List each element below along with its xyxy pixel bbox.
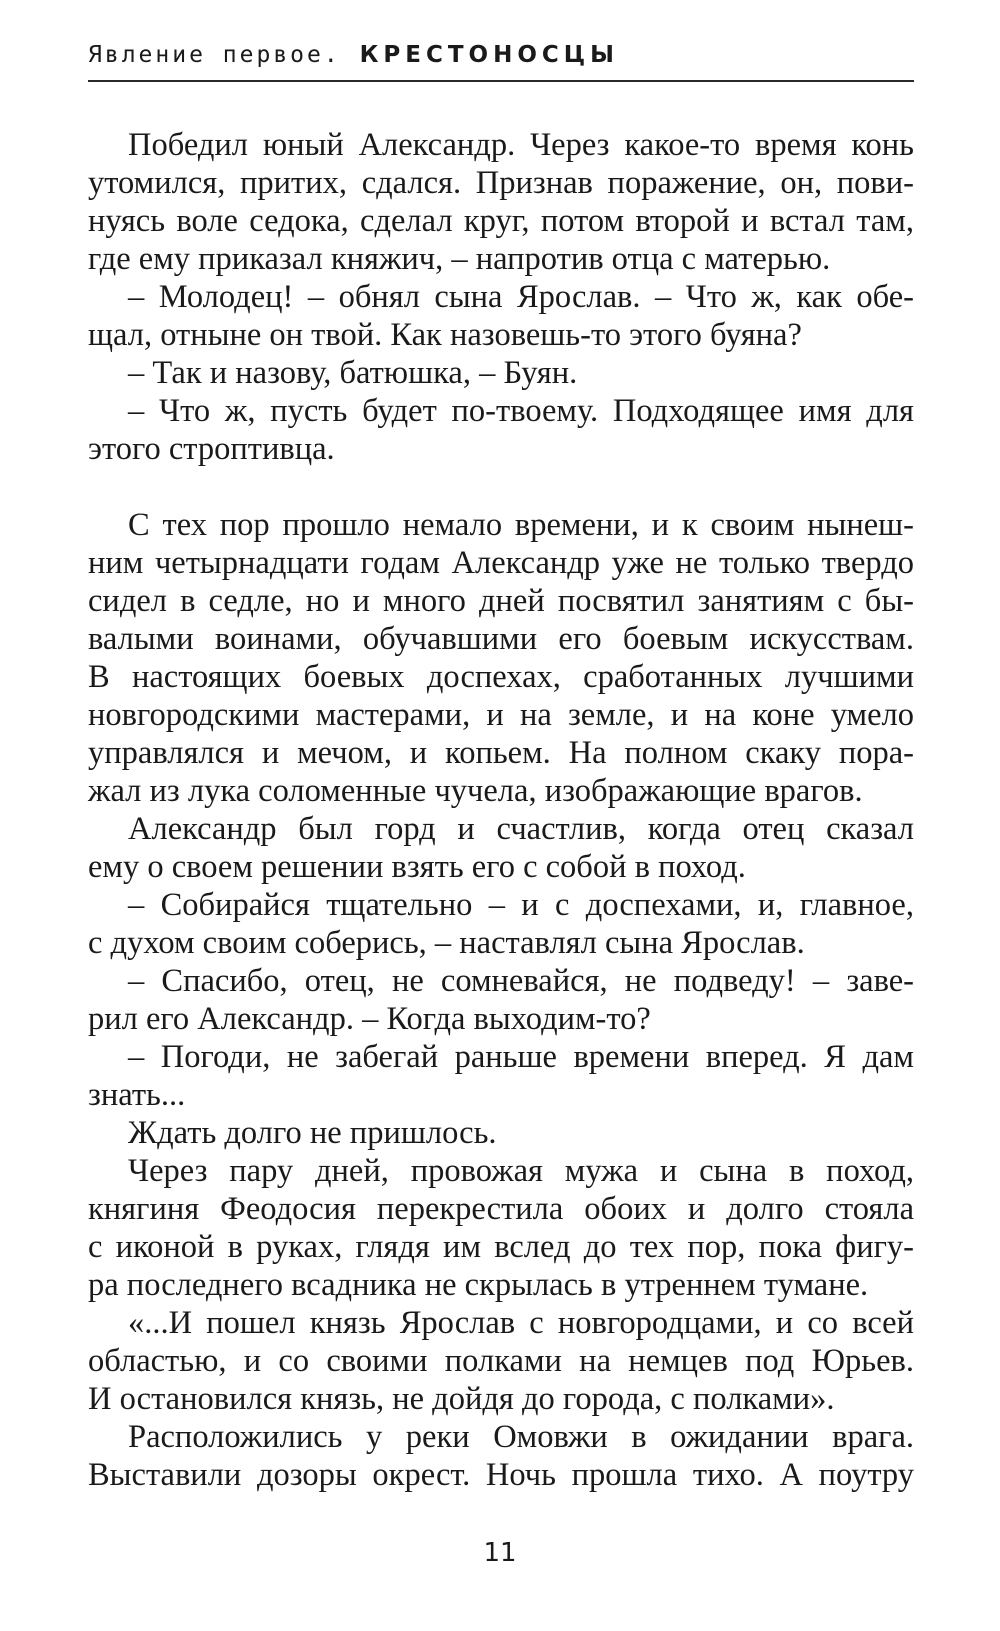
- text-line: где ему приказал княжич, – напротив отца с матерью.: [88, 241, 831, 277]
- paragraph: [88, 506, 914, 810]
- paragraph: [88, 354, 914, 392]
- text-line: жал из лука соломенные чучела, изображающие врагов.: [88, 773, 863, 809]
- text-line: новгородскими мастерами, и на земле, и на коне умело: [88, 697, 914, 733]
- page-number: 11: [483, 1538, 517, 1568]
- paragraph: [88, 810, 914, 886]
- text-line: этого строптивца.: [88, 431, 335, 467]
- text-line: – Погоди, не забегай раньше времени вперед. Я дам: [128, 1039, 914, 1075]
- text-line: – Что ж, пусть будет по-твоему. Подходящее имя для: [128, 393, 914, 429]
- text-line: – Спасибо, отец, не сомневайся, не подведу! – заве-: [128, 963, 914, 999]
- text-line: – Молодец! – обнял сына Ярослав. – Что ж, как обе-: [128, 279, 914, 315]
- text-line: управлялся и мечом, и копьем. На полном скаку пора-: [88, 735, 914, 771]
- text-line: областью, и со своими полками на немцев под Юрьев.: [88, 1343, 914, 1379]
- section-break: [88, 468, 914, 506]
- text-line: сидел в седле, но и много дней посвятил занятиям с бы-: [88, 583, 914, 619]
- text-line: Через пару дней, провожая мужа и сына в поход,: [128, 1153, 914, 1189]
- text-line: знать...: [88, 1077, 186, 1113]
- text-line: нуясь воле седока, сделал круг, потом второй и встал там,: [88, 203, 914, 239]
- running-head: [88, 36, 914, 86]
- body-text: [88, 126, 914, 1494]
- text-line: с иконой в руках, глядя им вслед до тех пор, пока фигу-: [88, 1229, 914, 1265]
- text-line: С тех пор прошло немало времени, и к своим нынеш-: [128, 507, 914, 543]
- paragraph: [88, 1418, 914, 1494]
- running-head-text: [88, 42, 619, 68]
- paragraph: [88, 1114, 914, 1152]
- section-title: КРЕСТОНОСЦЫ: [359, 42, 619, 68]
- text-line: Расположились у реки Омовжи в ожидании врага.: [128, 1419, 914, 1455]
- paragraph: [88, 1038, 914, 1114]
- paragraph: [88, 886, 914, 962]
- text-line: княгиня Феодосия перекрестила обоих и долго стояла: [88, 1191, 914, 1227]
- running-head-separator: .: [323, 42, 341, 68]
- paragraph: [88, 126, 914, 278]
- text-line: – Собирайся тщательно – и с доспехами, и, главное,: [128, 887, 914, 923]
- text-line: ним четырнадцати годам Александр уже не только твердо: [88, 545, 914, 581]
- paragraph: [88, 1152, 914, 1304]
- text-line: «...И пошел князь Ярослав с новгородцами, и со всей: [128, 1305, 914, 1341]
- paragraph: [88, 1304, 914, 1418]
- text-line: ра последнего всадника не скрылась в утреннем тумане.: [88, 1267, 869, 1303]
- text-line: – Так и назову, батюшка, – Буян.: [128, 355, 578, 391]
- text-line: Победил юный Александр. Через какое-то время конь: [128, 127, 914, 163]
- text-line: И остановился князь, не дойдя до города, с полками».: [88, 1381, 835, 1417]
- text-line: утомился, притих, сдался. Признав поражение, он, пови-: [88, 165, 914, 201]
- text-line: с духом своим соберись, – наставлял сына Ярослав.: [88, 925, 805, 961]
- text-line: ему о своем решении взять его с собой в поход.: [88, 849, 746, 885]
- header-rule: [88, 80, 914, 82]
- paragraph: [88, 278, 914, 354]
- text-line: рил его Александр. – Когда выходим-то?: [88, 1001, 651, 1037]
- text-line: щал, отныне он твой. Как назовешь-то этого буяна?: [88, 317, 802, 353]
- text-line: Александр был горд и счастлив, когда отец сказал: [128, 811, 914, 847]
- text-line: Ждать долго не пришлось.: [128, 1115, 497, 1151]
- chapter-title: Явление первое: [88, 42, 324, 68]
- paragraph: [88, 392, 914, 468]
- text-line: Выставили дозоры окрест. Ночь прошла тихо. А поутру: [88, 1457, 914, 1493]
- text-line: В настоящих боевых доспехах, сработанных лучшими: [88, 659, 914, 695]
- text-line: валыми воинами, обучавшими его боевым искусствам.: [88, 621, 914, 657]
- paragraph: [88, 962, 914, 1038]
